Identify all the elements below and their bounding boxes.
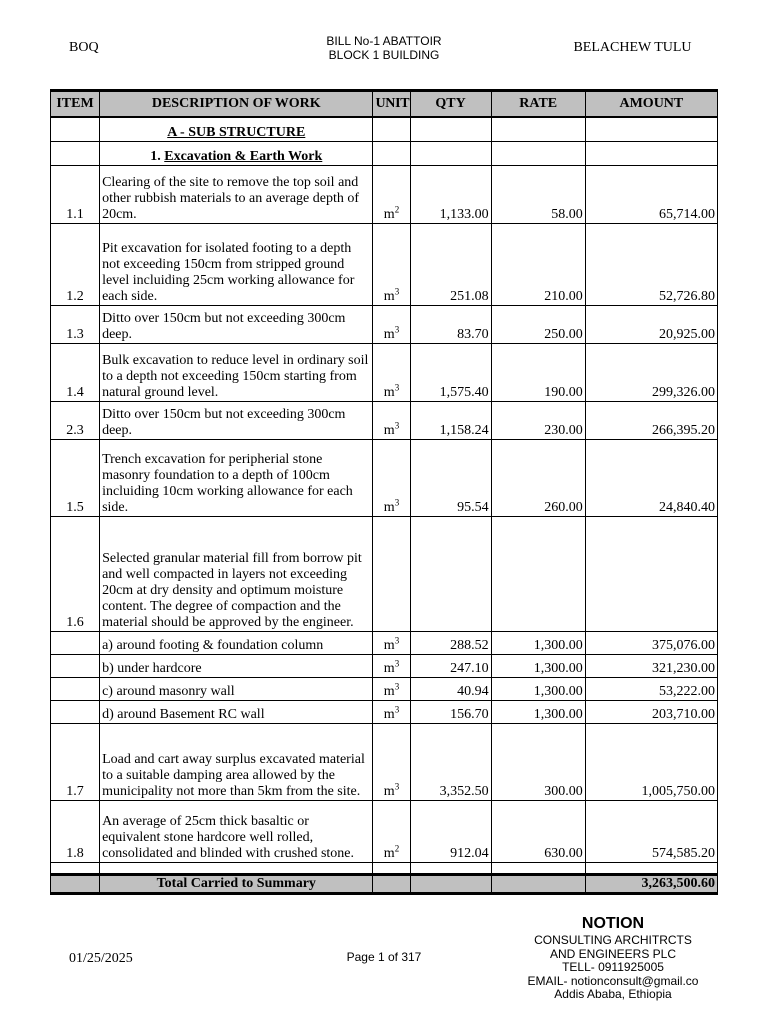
table-row: [51, 343, 718, 401]
item-rate: 1,300.00: [491, 677, 585, 700]
unit-power: 3: [394, 496, 400, 507]
item-rate: 210.00: [491, 223, 585, 305]
subsection-title: Excavation & Earth Work: [164, 148, 323, 164]
unit-base: m: [383, 845, 395, 861]
item-rate: 1,300.00: [491, 654, 585, 677]
item-amount: 375,076.00: [585, 631, 717, 654]
item-description: a) around footing & foundation column: [100, 631, 373, 654]
item-amount: 53,222.00: [585, 677, 717, 700]
item-number: 1.3: [51, 305, 100, 343]
item-rate: 1,300.00: [491, 700, 585, 723]
table-header-row: [51, 91, 718, 118]
item-qty: 1,133.00: [410, 165, 491, 223]
table-row: [51, 631, 718, 654]
unit-power: 3: [394, 419, 400, 430]
unit-power: 3: [394, 657, 400, 668]
page-number: Page 1 of 317: [346, 950, 422, 964]
item-amount: 266,395.20: [585, 401, 717, 439]
item-qty: 40.94: [410, 677, 491, 700]
item-unit: [373, 700, 410, 723]
table-row: [51, 305, 718, 343]
item-amount: 52,726.80: [585, 223, 717, 305]
item-qty: 912.04: [410, 800, 491, 862]
item-number: 2.3: [51, 401, 100, 439]
table-row: [51, 654, 718, 677]
unit-power: 2: [394, 842, 400, 853]
unit-base: m: [383, 422, 395, 438]
firm-email: EMAIL- notionconsult@gmail.co: [527, 973, 699, 988]
item-number: 1.6: [51, 516, 100, 631]
table-body: [51, 165, 718, 862]
item-qty: [410, 516, 491, 631]
unit-base: m: [383, 288, 395, 304]
item-rate: 250.00: [491, 305, 585, 343]
firm-line2: AND ENGINEERS PLC: [549, 946, 677, 961]
table-row: [51, 165, 718, 223]
item-qty: 247.10: [410, 654, 491, 677]
subsection-number: 1.: [150, 148, 161, 164]
table-row: [51, 677, 718, 700]
item-description: Clearing of the site to remove the top soil and other rubbish materials to an average depth of 20cm.: [100, 165, 373, 223]
item-number: 1.1: [51, 165, 100, 223]
bill-title-line2: BLOCK 1 BUILDING: [328, 48, 440, 62]
col-header-item: ITEM: [51, 91, 100, 118]
table-row: [51, 223, 718, 305]
item-rate: 58.00: [491, 165, 585, 223]
item-rate: 260.00: [491, 439, 585, 516]
item-description: Trench excavation for peripherial stone masonry foundation to a depth of 100cm incluiding 10cm working allowance for each side.: [100, 439, 373, 516]
item-amount: 574,585.20: [585, 800, 717, 862]
section-title: A - SUB STRUCTURE: [167, 124, 306, 140]
item-amount: 65,714.00: [585, 165, 717, 223]
item-number: 1.5: [51, 439, 100, 516]
unit-power: 3: [394, 285, 400, 296]
item-unit: [373, 439, 410, 516]
item-description: Load and cart away surplus excavated material to a suitable damping area allowed by the municipality not more than 5km from the site.: [100, 723, 373, 800]
item-amount: 321,230.00: [585, 654, 717, 677]
item-number: 1.2: [51, 223, 100, 305]
item-amount: 203,710.00: [585, 700, 717, 723]
unit-power: 2: [394, 203, 400, 214]
unit-power: 3: [394, 780, 400, 791]
item-unit: [373, 223, 410, 305]
item-rate: 230.00: [491, 401, 585, 439]
item-rate: [491, 516, 585, 631]
item-qty: 83.70: [410, 305, 491, 343]
item-unit: [373, 631, 410, 654]
subsection-row: [51, 141, 718, 165]
unit-power: 3: [394, 634, 400, 645]
item-number: [51, 677, 100, 700]
item-number: 1.8: [51, 800, 100, 862]
table-row: [51, 800, 718, 862]
col-header-description: DESCRIPTION OF WORK: [100, 91, 373, 118]
header-right: BELACHEW TULU: [573, 40, 692, 55]
item-number: 1.7: [51, 723, 100, 800]
item-unit: [373, 343, 410, 401]
item-rate: 630.00: [491, 800, 585, 862]
unit-base: m: [383, 384, 395, 400]
item-number: [51, 700, 100, 723]
item-number: 1.4: [51, 343, 100, 401]
item-description: Ditto over 150cm but not exceeding 300cm deep.: [100, 305, 373, 343]
item-description: Bulk excavation to reduce level in ordinary soil to a depth not exceeding 150cm starting from natural ground level.: [100, 343, 373, 401]
item-unit: [373, 677, 410, 700]
item-qty: 95.54: [410, 439, 491, 516]
unit-power: 3: [394, 381, 400, 392]
unit-base: m: [383, 683, 395, 699]
item-amount: [585, 516, 717, 631]
col-header-unit: UNIT: [373, 91, 410, 118]
col-header-rate: RATE: [491, 91, 585, 118]
item-amount: 1,005,750.00: [585, 723, 717, 800]
table-row: [51, 723, 718, 800]
firm-name: NOTION: [581, 915, 645, 932]
item-amount: 24,840.40: [585, 439, 717, 516]
item-qty: 3,352.50: [410, 723, 491, 800]
item-description: Ditto over 150cm but not exceeding 300cm deep.: [100, 401, 373, 439]
unit-base: m: [383, 637, 395, 653]
firm-city: Addis Ababa, Ethiopia: [554, 987, 672, 1001]
firm-tel: TELL- 0911925005: [562, 960, 664, 974]
col-header-amount: AMOUNT: [585, 91, 717, 118]
item-amount: 20,925.00: [585, 305, 717, 343]
spacer-row: [51, 862, 718, 874]
item-rate: 300.00: [491, 723, 585, 800]
unit-base: m: [383, 499, 395, 515]
firm-line1: CONSULTING ARCHITRCTS: [534, 933, 692, 947]
unit-power: 3: [394, 703, 400, 714]
unit-base: m: [383, 660, 395, 676]
item-rate: 1,300.00: [491, 631, 585, 654]
table-row: [51, 700, 718, 723]
unit-base: m: [383, 783, 395, 799]
item-description: Selected granular material fill from borrow pit and well compacted in layers not exceeding 20cm at dry density and optimum moisture content. The degree of compaction and the material should be approved by the engineer.: [100, 516, 373, 631]
item-rate: 190.00: [491, 343, 585, 401]
table-row: [51, 401, 718, 439]
unit-power: 3: [394, 680, 400, 691]
item-amount: 299,326.00: [585, 343, 717, 401]
firm-block: [498, 914, 728, 1002]
item-qty: 156.70: [410, 700, 491, 723]
footer-date: 01/25/2025: [69, 951, 133, 966]
item-description: d) around Basement RC wall: [100, 700, 373, 723]
item-number: [51, 654, 100, 677]
unit-base: m: [383, 206, 395, 222]
item-qty: 1,158.24: [410, 401, 491, 439]
total-row: [51, 874, 718, 893]
item-unit: [373, 800, 410, 862]
total-amount: 3,263,500.60: [585, 874, 717, 893]
table-row: [51, 439, 718, 516]
item-description: An average of 25cm thick basaltic or equivalent stone hardcore well rolled, consolidated and blinded with crushed stone.: [100, 800, 373, 862]
bill-title: [284, 34, 484, 62]
unit-power: 3: [394, 323, 400, 334]
item-qty: 288.52: [410, 631, 491, 654]
item-qty: 251.08: [410, 223, 491, 305]
item-number: [51, 631, 100, 654]
unit-base: m: [383, 706, 395, 722]
item-unit: [373, 401, 410, 439]
item-description: c) around masonry wall: [100, 677, 373, 700]
section-row: [51, 117, 718, 141]
table-row: [51, 516, 718, 631]
header-left: BOQ: [69, 40, 99, 55]
item-qty: 1,575.40: [410, 343, 491, 401]
bill-title-line1: BILL No-1 ABATTOIR: [326, 34, 442, 48]
item-description: Pit excavation for isolated footing to a depth not exceeding 150cm from stripped ground level incluiding 25cm working allowance for each side.: [100, 223, 373, 305]
total-label: Total Carried to Summary: [100, 874, 373, 893]
item-unit: [373, 165, 410, 223]
item-unit: [373, 516, 410, 631]
boq-table: [50, 89, 718, 895]
item-unit: [373, 723, 410, 800]
item-unit: [373, 305, 410, 343]
col-header-qty: QTY: [410, 91, 491, 118]
unit-base: m: [383, 326, 395, 342]
item-unit: [373, 654, 410, 677]
item-description: b) under hardcore: [100, 654, 373, 677]
